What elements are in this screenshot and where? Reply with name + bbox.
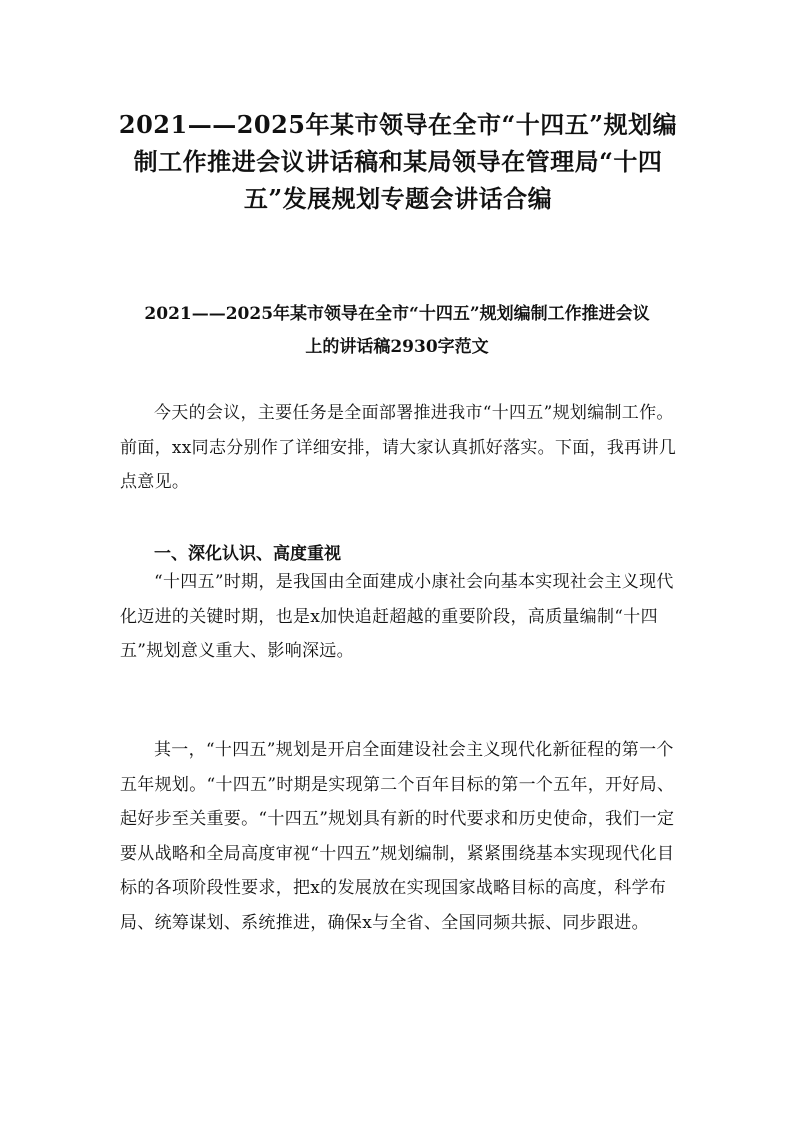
subtitle-line-1: 2021——2025年某市领导在全市“十四五”规划编制工作推进会议 [144,304,650,324]
document-title: 2021——2025年某市领导在全市“十四五”规划编制工作推进会议讲话稿和某局领导在管理局“十四五”发展规划专题会讲话合编 [118,110,678,213]
subtitle-line-2: 上的讲话稿2930字范文 [305,337,489,357]
intro-paragraph: 今天的会议，主要任务是全面部署推进我市“十四五”规划编制工作。前面，xx同志分别作了详细安排，请大家认真抓好落实。下面，我再讲几点意见。 [120,403,677,492]
body-paragraph-2: 其一，“十四五”规划是开启全面建设社会主义现代化新征程的第一个五年规划。“十四五”时期是实现第二个百年目标的第一个五年，开好局、起好步至关重要。“十四五”规划具有新的时代要求和历史使命，我们一定要从战略和全局高度审视“十四五”规划编制，紧紧围绕基本实现现代化目标的各项阶段性要求，把x的发展放在实现国家战略目标的高度，科学布局、统筹谋划、系统推进，确保x与全省、全国同频共振、同步跟进。 [120,740,675,933]
body-paragraph-1: “十四五”时期，是我国由全面建成小康社会向基本实现社会主义现代化迈进的关键时期，也是x加快追赶超越的重要阶段，高质量编制“十四五”规划意义重大、影响深远。 [120,572,674,661]
section-heading: 一、深化认识、高度重视 [154,544,341,564]
document-subtitle [104,298,690,364]
